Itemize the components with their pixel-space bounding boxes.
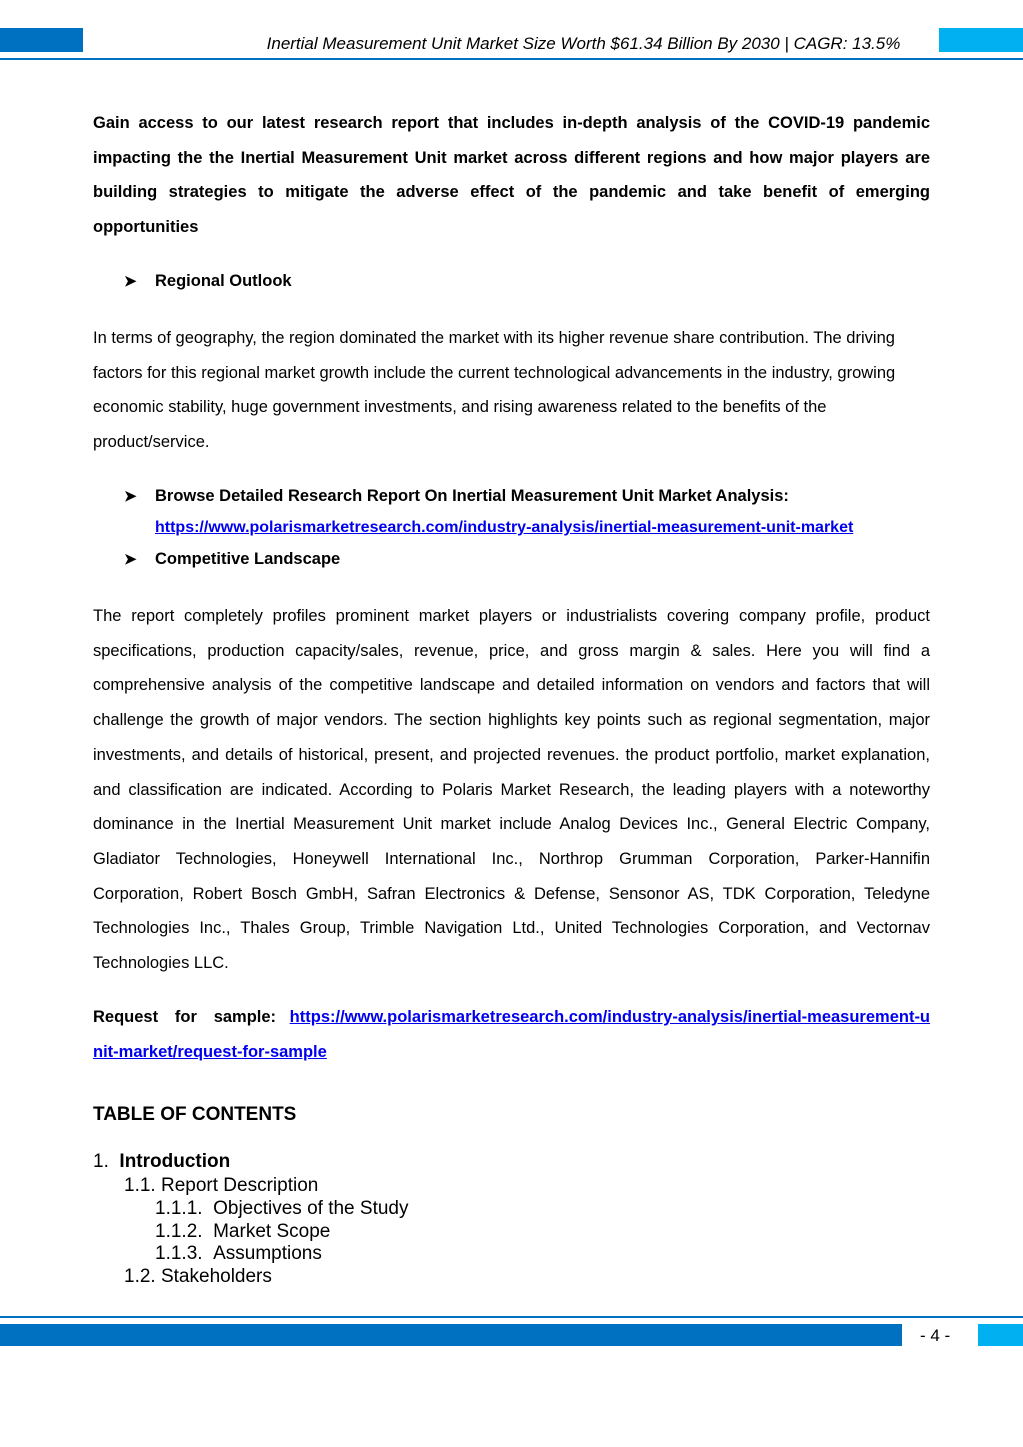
toc-item-label: Report Description [160, 1175, 319, 1196]
toc-item-number: 1.2. [124, 1266, 156, 1287]
sample-link[interactable]: https://www.polarismarketresearch.com/industry-analysis/inertial-measurement-unit-market/request-for-sample [93, 1008, 931, 1061]
sample-request [93, 1000, 930, 1069]
toc-item-number: 1.1.1. [155, 1198, 203, 1219]
toc-item-1-1[interactable] [124, 1175, 318, 1197]
footer-divider [0, 1316, 1023, 1318]
toc-item-number: 1. [93, 1151, 109, 1172]
toc-item-1-1-2[interactable] [155, 1221, 330, 1243]
regional-paragraph: In terms of geography, the region dominated the market with its higher revenue share contribution. The driving factors for this regional market growth include the current technological advancements in the industry, growing economic stability, huge government investments, and rising awareness related to the benefits of the product/service. [93, 329, 896, 452]
footer-accent-right [978, 1324, 1023, 1346]
toc-item-1[interactable] [93, 1151, 230, 1173]
toc-item-label: Assumptions [213, 1243, 322, 1264]
report-link[interactable]: https://www.polarismarketresearch.com/industry-analysis/inertial-measurement-unit-market [155, 519, 854, 536]
intro-paragraph: Gain access to our latest research report that includes in-depth analysis of the COVID-19 pandemic impacting the the Inertial Measurement Unit market across different regions and how major players are building strategies to mitigate the adverse effect of the pandemic and take benefit of emerging opportunities [93, 114, 930, 237]
browse-heading: ➤ Browse Detailed Research Report On Inertial Measurement Unit Market Analysis: [124, 487, 789, 505]
toc-item-label: Market Scope [213, 1221, 331, 1242]
arrow-bullet-icon: ➤ [124, 488, 137, 505]
toc-item-number: 1.1. [124, 1175, 156, 1196]
toc-title: TABLE OF CONTENTS [93, 1104, 297, 1125]
sample-label: Request for sample: [93, 1008, 277, 1026]
toc-item-1-1-1[interactable] [155, 1198, 409, 1220]
toc-item-label: Objectives of the Study [213, 1198, 409, 1219]
toc-item-1-1-3[interactable] [155, 1243, 322, 1265]
header-divider [0, 58, 1023, 60]
competitive-heading: ➤ Competitive Landscape [124, 550, 341, 568]
toc-item-number: 1.1.2. [155, 1221, 203, 1242]
arrow-bullet-icon: ➤ [124, 551, 137, 568]
toc-item-number: 1.1.3. [155, 1243, 203, 1264]
toc-item-1-2[interactable] [124, 1266, 272, 1288]
toc-item-label: Stakeholders [160, 1266, 272, 1287]
arrow-bullet-icon: ➤ [124, 273, 137, 290]
header-title: Inertial Measurement Unit Market Size Worth $61.34 Billion By 2030 | CAGR: 13.5% [266, 34, 901, 53]
footer-bar [0, 1324, 902, 1346]
page-number: - 4 - [920, 1326, 951, 1345]
competitive-paragraph: The report completely profiles prominent market players or industrialists covering company profile, product specifications, production capacity/sales, revenue, price, and gross margin & sales. Here you will find a comprehensive analysis of the competitive landscape and detailed information on vendors and factors that will challenge the growth of major vendors. The section highlights key points such as regional segmentation, major investments, and details of historical, present, and projected revenues. the product portfolio, market explanation, and classification are indicated. According to Polaris Market Research, the leading players with a noteworthy dominance in the Inertial Measurement Unit market include Analog Devices Inc., General Electric Company, Gladiator Technologies, Honeywell International Inc., Northrop Grumman Corporation, Parker-Hannifin Corporation, Robert Bosch GmbH, Safran Electronics & Defense, Sensonor AS, TDK Corporation, Teledyne Technologies Inc., Thales Group, Trimble Navigation Ltd., United Technologies Corporation, and Vectornav Technologies LLC. [93, 607, 930, 973]
regional-heading: ➤ Regional Outlook [124, 272, 292, 290]
toc-item-label: Introduction [119, 1151, 231, 1172]
